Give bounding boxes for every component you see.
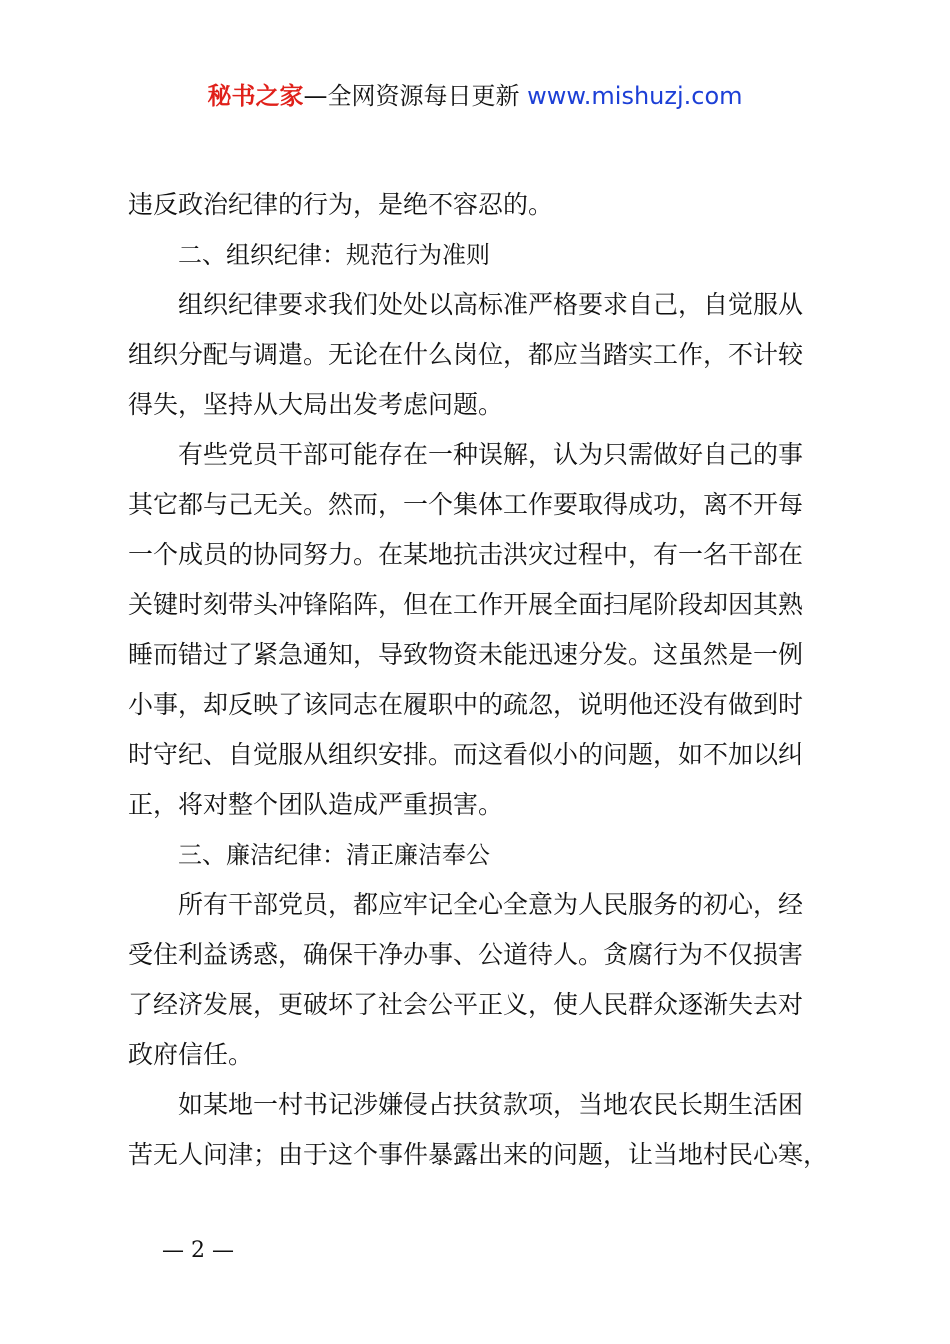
body-line: 受住利益诱惑，确保干净办事、公道待人。贪腐行为不仅损害 xyxy=(128,940,804,969)
body-line: 政府信任。 xyxy=(128,1040,254,1069)
body-line: 得失，坚持从大局出发考虑问题。 xyxy=(128,390,504,419)
body-line: 其它都与己无关。然而，一个集体工作要取得成功，离不开每 xyxy=(128,490,804,519)
header-slogan: —全网资源每日更新 xyxy=(303,82,528,110)
body-line: 有些党员干部可能存在一种误解，认为只需做好自己的事 xyxy=(178,440,804,469)
body-line: 违反政治纪律的行为，是绝不容忍的。 xyxy=(128,190,554,219)
header-brand: 秘书之家 xyxy=(207,82,304,110)
body-line: 正，将对整个团队造成严重损害。 xyxy=(128,790,504,819)
body-line: 组织分配与调遣。无论在什么岗位，都应当踏实工作，不计较 xyxy=(128,340,804,369)
document-header xyxy=(0,80,950,112)
header-url[interactable]: www.mishuzj.com xyxy=(527,82,743,110)
body-line: 关键时刻带头冲锋陷阵，但在工作开展全面扫尾阶段却因其熟 xyxy=(128,590,804,619)
section-heading: 二、组织纪律：规范行为准则 xyxy=(178,241,490,269)
body-line: 如某地一村书记涉嫌侵占扶贫款项，当地农民长期生活困 xyxy=(178,1090,804,1119)
body-line: 时守纪、自觉服从组织安排。而这看似小的问题，如不加以纠 xyxy=(128,740,804,769)
document-body xyxy=(128,180,833,1180)
body-line: 了经济发展，更破坏了社会公平正义，使人民群众逐渐失去对 xyxy=(128,990,804,1019)
body-line: 苦无人问津；由于这个事件暴露出来的问题，让当地村民心寒， xyxy=(128,1140,829,1169)
body-line: 所有干部党员，都应牢记全心全意为人民服务的初心，经 xyxy=(178,890,804,919)
body-line: 小事，却反映了该同志在履职中的疏忽，说明他还没有做到时 xyxy=(128,690,804,719)
body-line: 睡而错过了紧急通知，导致物资未能迅速分发。这虽然是一例 xyxy=(128,640,804,669)
body-line: 一个成员的协同努力。在某地抗击洪灾过程中，有一名干部在 xyxy=(128,540,804,569)
page-number: — 2 — xyxy=(162,1238,234,1263)
section-heading: 三、廉洁纪律：清正廉洁奉公 xyxy=(178,841,490,869)
body-line: 组织纪律要求我们处处以高标准严格要求自己，自觉服从 xyxy=(178,290,804,319)
